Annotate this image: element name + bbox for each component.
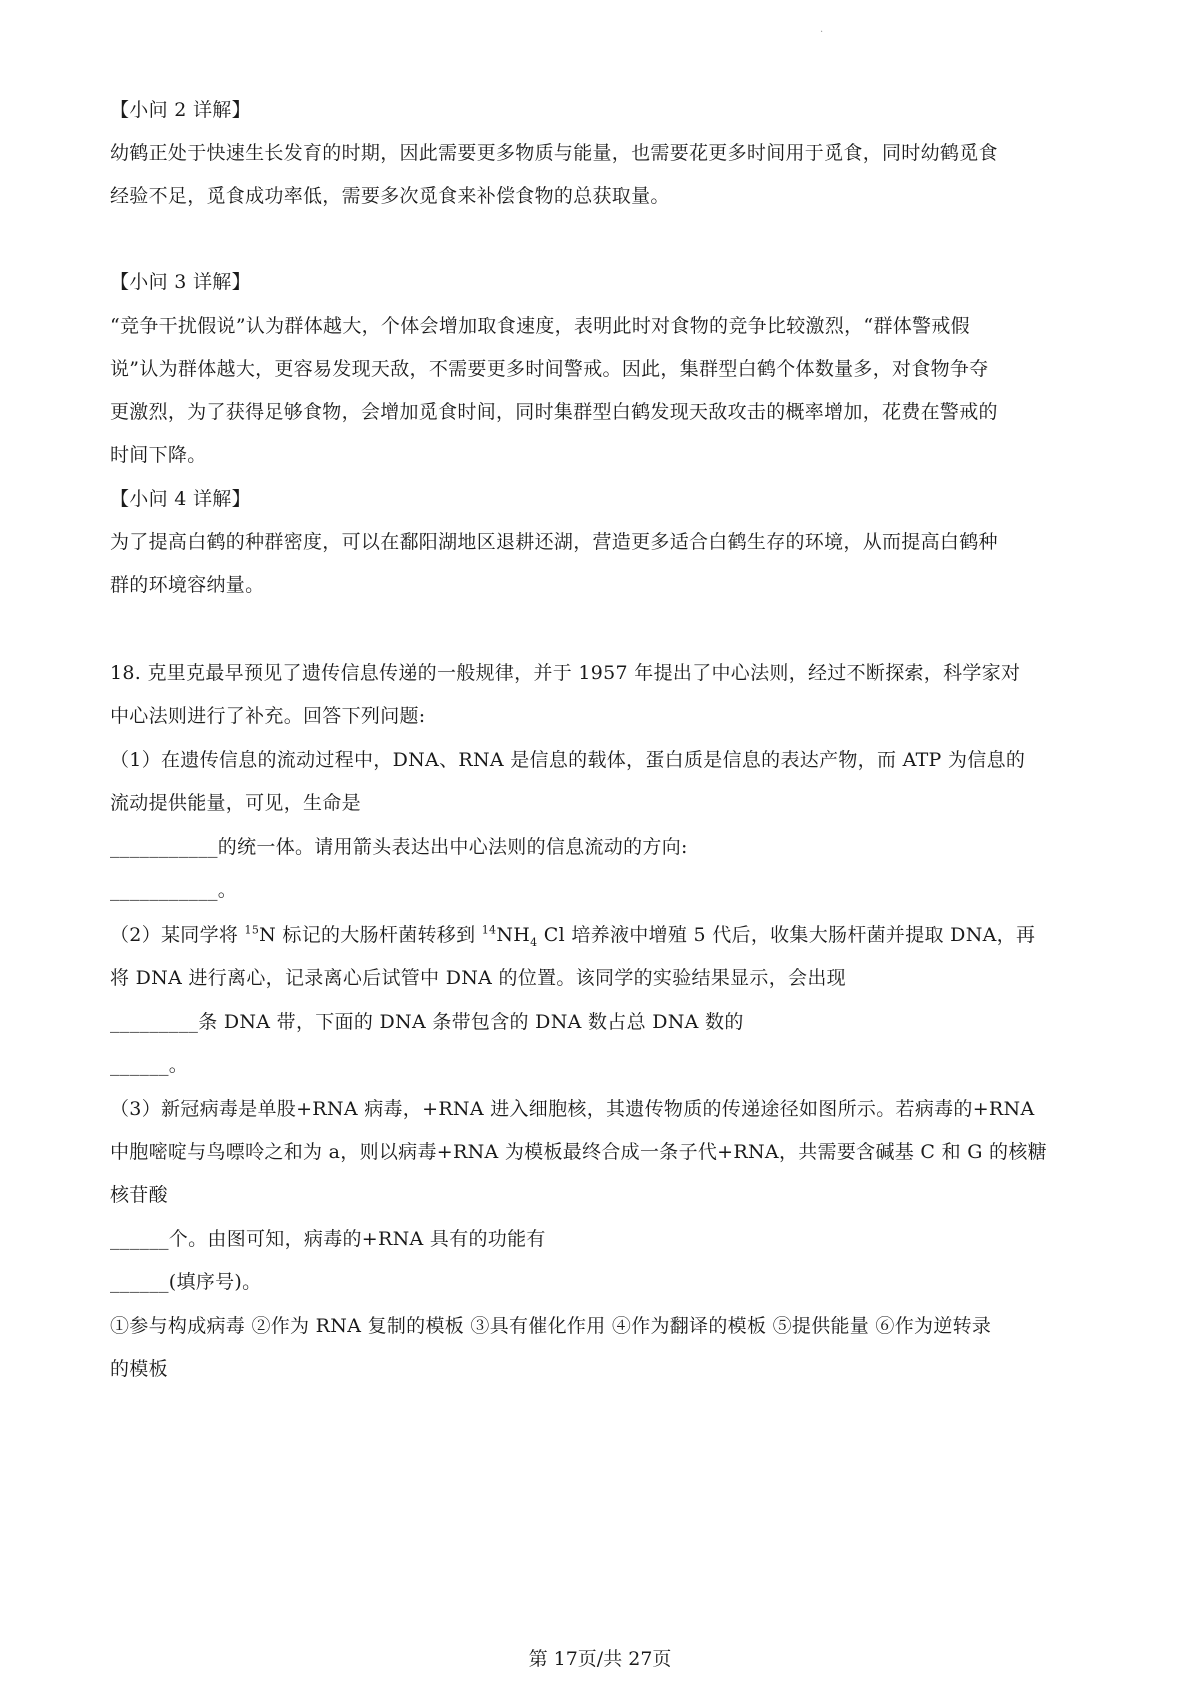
q18-part2-mid1: N 标记的大肠杆菌转移到	[259, 924, 482, 946]
q18-part3-options-line-2: 的模板	[110, 1358, 168, 1380]
q4-heading: 【小问 4 详解】	[110, 488, 251, 510]
q4-line-2: 群的环境容纳量。	[110, 574, 265, 596]
q3-heading: 【小问 3 详解】	[110, 271, 251, 293]
q18-part2-post: Cl 培养液中增殖 5 代后，收集大肠杆菌并提取 DNA，再	[537, 924, 1036, 946]
isotope-14-label: 14	[481, 923, 497, 937]
q2-line-1: 幼鹤正处于快速生长发育的时期，因此需要更多物质与能量，也需要花更多时间用于觅食，同时幼鹤觅食	[110, 142, 998, 164]
q18-part3-options-line-1: ①参与构成病毒 ②作为 RNA 复制的模板 ③具有催化作用 ④作为翻译的模板 ⑤提供能量 ⑥作为逆转录	[110, 1315, 992, 1337]
q18-part3-blank-options: ______(填序号)。	[110, 1271, 262, 1293]
q18-part1-line-2: 流动提供能量，可见，生命是	[110, 792, 361, 814]
q18-part3-blank-count: ______个。由图可知，病毒的+RNA 具有的功能有	[110, 1228, 546, 1250]
q18-part1-blank-line: ___________的统一体。请用箭头表达出中心法则的信息流动的方向:	[110, 836, 688, 858]
q18-part2-mid2: NH	[496, 924, 531, 946]
q18-part1-line-1: （1）在遗传信息的流动过程中，DNA、RNA 是信息的载体，蛋白质是信息的表达产物，而 ATP 为信息的	[110, 749, 1026, 771]
q4-line-1: 为了提高白鹤的种群密度，可以在鄱阳湖地区退耕还湖，营造更多适合白鹤生存的环境，从而提高白鹤种	[110, 531, 998, 553]
q18-part2-blank-line: _________条 DNA 带，下面的 DNA 条带包含的 DNA 数占总 DNA 数的	[110, 1011, 744, 1033]
page-number-footer: 第 17页/共 27页	[528, 1648, 672, 1670]
q18-part3-line-1: （3）新冠病毒是单股+RNA 病毒，+RNA 进入细胞核，其遗传物质的传递途径如图所示。若病毒的+RNA	[110, 1098, 1035, 1120]
q18-part3-line-3: 核苷酸	[110, 1184, 168, 1206]
q3-line-1: “竞争干扰假说”认为群体越大，个体会增加取食速度，表明此时对食物的竞争比较激烈，“群体警戒假	[110, 315, 970, 337]
q18-part2-fraction-blank: ______。	[110, 1054, 189, 1076]
q18-part1-arrow-blank: ___________。	[110, 879, 238, 901]
q2-line-2: 经验不足，觅食成功率低，需要多次觅食来补偿食物的总获取量。	[110, 185, 670, 207]
q18-intro-line-2: 中心法则进行了补充。回答下列问题:	[110, 705, 426, 727]
subscript-4: 4	[530, 935, 538, 949]
q3-line-2: 说”认为群体越大，更容易发现天敌，不需要更多时间警戒。因此，集群型白鹤个体数量多，对食物争夺	[110, 358, 989, 380]
q18-part3-line-2: 中胞嘧啶与鸟嘌呤之和为 a，则以病毒+RNA 为模板最终合成一条子代+RNA，共需要含碱基 C 和 G 的核糖	[110, 1141, 1047, 1163]
q3-line-3: 更激烈，为了获得足够食物，会增加觅食时间，同时集群型白鹤发现天敌攻击的概率增加，花费在警戒的	[110, 401, 998, 423]
decor-dot: .	[820, 24, 824, 35]
q18-part2-line-1	[110, 921, 1100, 949]
q3-line-4: 时间下降。	[110, 444, 207, 466]
q2-heading: 【小问 2 详解】	[110, 99, 251, 121]
isotope-15-label: 15	[244, 923, 260, 937]
q18-part2-line-2: 将 DNA 进行离心，记录离心后试管中 DNA 的位置。该同学的实验结果显示，会出现	[110, 967, 846, 989]
q18-intro-line-1: 18. 克里克最早预见了遗传信息传递的一般规律，并于 1957 年提出了中心法则，经过不断探索，科学家对	[110, 662, 1021, 684]
q18-part2-pre: （2）某同学将	[110, 924, 245, 946]
